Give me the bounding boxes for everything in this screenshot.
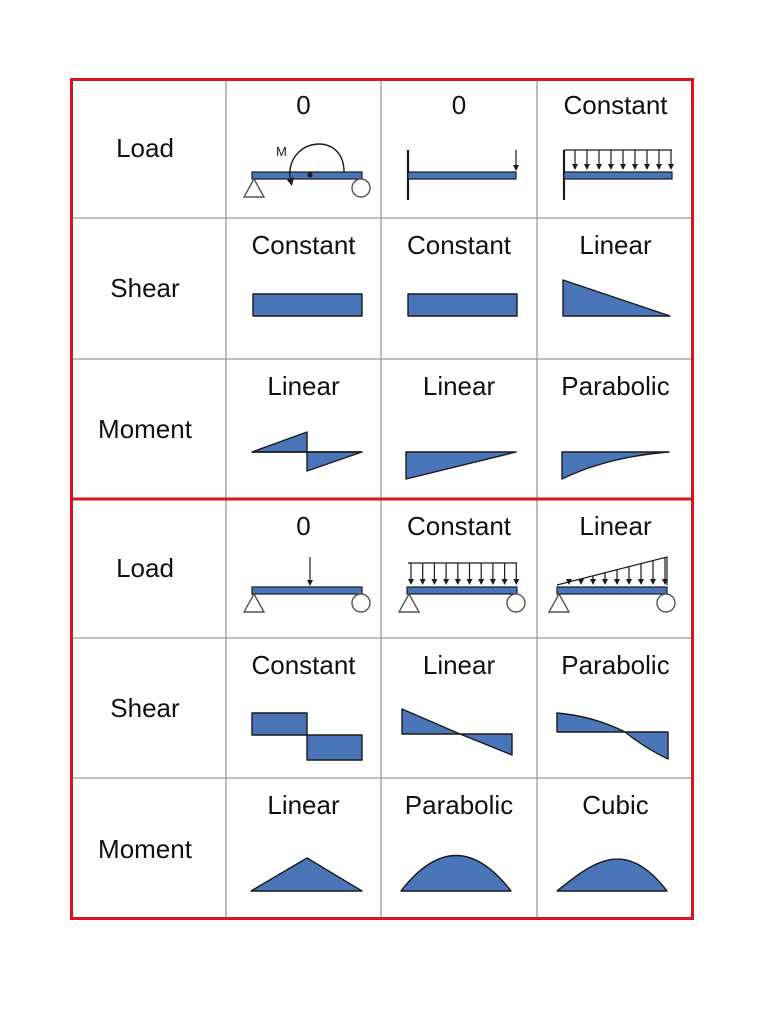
diagram-cell — [537, 78, 694, 218]
load-arrowhead-icon — [632, 164, 638, 170]
cell-title: 0 — [296, 511, 311, 541]
row-label-shear: Shear — [110, 692, 180, 723]
roller-support-icon — [507, 594, 525, 612]
parabola-arch-shape — [401, 856, 511, 892]
diagram-cell — [381, 359, 537, 499]
beam-bar — [557, 587, 667, 594]
pin-support-icon — [399, 594, 419, 612]
pin-support-icon — [549, 594, 569, 612]
cell-title: Linear — [579, 511, 652, 541]
cell-title: Linear — [422, 650, 496, 680]
load-arrowhead-icon — [513, 165, 519, 171]
load-arrowhead-icon — [626, 579, 632, 585]
beam-bar — [252, 172, 362, 179]
load-arrowhead-icon — [590, 579, 596, 585]
pin-support-icon — [244, 594, 264, 612]
diagram-cell — [226, 359, 381, 499]
triangle-right-shape — [460, 734, 512, 755]
diagram-cell — [381, 638, 537, 778]
cell-title: 0 — [451, 90, 467, 120]
pin-support-icon — [244, 179, 264, 197]
diagram-cell — [537, 218, 694, 359]
load-arrowhead-icon — [668, 164, 674, 170]
roller-support-icon — [352, 594, 370, 612]
triangle-peak-shape — [251, 858, 362, 891]
load-arrowhead-icon — [644, 164, 650, 170]
row-label-moment: Moment — [98, 413, 192, 444]
load-arrowhead-icon — [638, 579, 644, 585]
diagram-cell — [226, 638, 381, 778]
load-arrowhead-icon — [614, 579, 620, 585]
rectangle-shape — [408, 294, 517, 316]
load-arrowhead-icon — [431, 579, 437, 585]
diagram-cell — [537, 778, 694, 920]
roller-support-icon — [657, 594, 675, 612]
moment-point-icon — [308, 173, 313, 178]
cell-title: Linear — [579, 230, 652, 260]
load-arrowhead-icon — [478, 579, 484, 585]
diagram-cell — [537, 359, 694, 499]
beam-bar — [252, 587, 362, 594]
load-arrowhead-icon — [620, 164, 626, 170]
diagram-cell — [537, 638, 694, 778]
load-arrowhead-icon — [656, 164, 662, 170]
load-arrowhead-icon — [490, 579, 496, 585]
load-arrowhead-icon — [608, 164, 614, 170]
cell-title: Constant — [563, 90, 668, 120]
diagram-cell — [381, 218, 537, 359]
load-arrowhead-icon — [584, 164, 590, 170]
diagram-cell — [381, 78, 537, 218]
moment-symbol-label: M — [276, 144, 287, 159]
cell-title: Parabolic — [561, 371, 670, 401]
triangle-upper-shape — [252, 432, 307, 452]
cell-title: Constant — [406, 230, 512, 260]
cell-title: Linear — [422, 371, 496, 401]
load-arrowhead-icon — [578, 579, 584, 585]
curve-right-shape — [625, 732, 668, 759]
load-arrowhead-icon — [572, 164, 578, 170]
diagram-cell — [381, 499, 537, 638]
load-arrowhead-icon — [513, 579, 519, 585]
cell-title: Constant — [251, 230, 356, 260]
row-label-moment: Moment — [98, 833, 192, 864]
diagram-cell — [381, 778, 537, 920]
load-arrowhead-icon — [502, 579, 508, 585]
load-arrowhead-icon — [455, 579, 461, 585]
cell-title: Linear — [267, 371, 340, 401]
step-upper-shape — [252, 713, 307, 735]
load-arrowhead-icon — [408, 579, 414, 585]
diagram-cell — [226, 499, 381, 638]
cell-title: Cubic — [582, 790, 649, 820]
cell-title: 0 — [296, 90, 311, 120]
triangle-shape — [563, 280, 670, 316]
load-arrowhead-icon — [420, 579, 426, 585]
triangle-shape — [406, 452, 516, 479]
load-arrowhead-icon — [596, 164, 602, 170]
cell-title: Parabolic — [561, 650, 670, 680]
roller-support-icon — [352, 179, 370, 197]
beam-diagram-table — [70, 78, 694, 920]
step-lower-shape — [307, 735, 362, 760]
load-arrowhead-icon — [602, 579, 608, 585]
cell-title: Constant — [251, 650, 356, 680]
cell-title: Linear — [267, 790, 340, 820]
diagram-cell — [537, 499, 694, 638]
row-label-shear: Shear — [110, 273, 180, 303]
parabolic-wedge-shape — [562, 452, 669, 479]
curve-left-shape — [557, 713, 625, 732]
diagram-cell — [226, 78, 381, 218]
triangle-left-shape — [402, 709, 460, 734]
cell-title: Constant — [406, 511, 512, 541]
cubic-arch-shape — [557, 859, 667, 891]
diagram-cell — [226, 778, 381, 920]
load-arrowhead-icon — [443, 579, 449, 585]
load-arrowhead-icon — [650, 579, 656, 585]
row-label-load: Load — [116, 553, 174, 583]
cell-title: Parabolic — [404, 790, 514, 820]
beam-bar — [564, 172, 672, 179]
load-arrowhead-icon — [467, 579, 473, 585]
triangular-load-outline — [557, 557, 667, 585]
rectangle-shape — [253, 294, 362, 316]
beam-bar — [407, 587, 517, 594]
triangle-lower-shape — [307, 452, 362, 471]
beam-bar — [408, 172, 516, 179]
row-label-load: Load — [116, 132, 174, 163]
load-arrowhead-icon — [307, 580, 313, 586]
diagram-cell — [226, 218, 381, 359]
